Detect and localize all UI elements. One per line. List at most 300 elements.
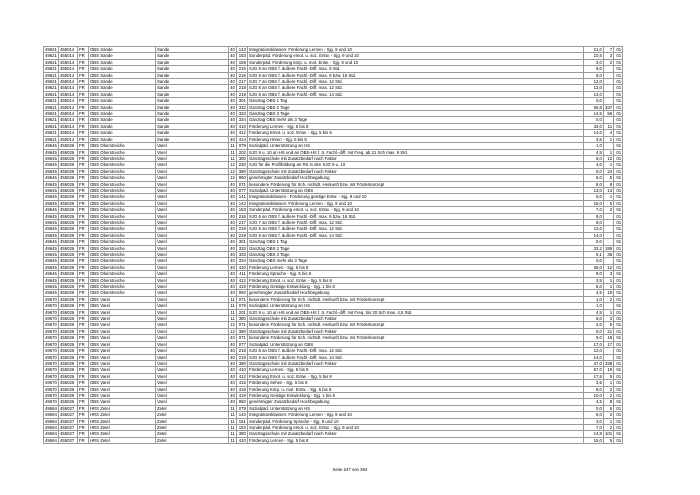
table-cell: 455027 [58, 418, 77, 424]
table-cell: 01 [614, 168, 623, 174]
table-cell: 40 [230, 360, 235, 366]
table-cell: 21,0 [583, 47, 603, 53]
table-cell: 455026 [58, 258, 77, 264]
table-cell: 11 [228, 155, 236, 161]
table-cell: OBS Oberstreiche [88, 264, 155, 270]
table-cell: 5,0 [583, 328, 603, 334]
table-cell: 455014 [58, 59, 77, 65]
table-cell: 455026 [58, 373, 77, 379]
table-cell: 455014 [58, 98, 77, 104]
table-cell: 01 [614, 354, 623, 360]
table-cell: Varel [155, 232, 228, 238]
table-cell: 40 [230, 380, 235, 386]
table-cell: 11 [228, 418, 236, 424]
table-cell: FR [77, 322, 88, 328]
table-cell: Varel [155, 392, 228, 398]
table-cell: 455026 [58, 168, 77, 174]
table-cell: 337 [604, 104, 613, 110]
table-cell: Varel [155, 245, 228, 251]
table-cell: SJG 9 an OBS f. äußere Fachl.-Diff. max. 14 Std. [247, 91, 583, 97]
table-cell: SJG 9 u. 10 an HS und an OBS-HS f. ä. Fachl.-diff. mit Freq. ab 21 Sch max. 9 Std. [247, 149, 583, 155]
table-cell: 13,0 [583, 187, 603, 193]
table-cell: 12 [230, 175, 235, 181]
table-cell: OBS Sande [88, 130, 155, 136]
table-cell: Ganztagsschule mit Zusatzbedarf nach Faktor [247, 155, 583, 161]
table-cell: Varel [155, 316, 228, 322]
table-cell: OBS Oberstreiche [88, 232, 155, 238]
table-cell: 12,0 [583, 79, 603, 85]
table-cell: 1 [603, 380, 613, 386]
table-cell: FR [77, 431, 88, 437]
table-cell: 49645 [45, 181, 57, 187]
table-cell: 14,0 [583, 91, 603, 97]
table-cell: 1 [603, 284, 613, 290]
table-cell: OBS Oberstreiche [88, 226, 155, 232]
table-cell: 49621 [45, 98, 57, 104]
table-cell: Integrationsklassen: Förderung Lernen - Sjg. 9 und 10 [247, 412, 583, 418]
table-cell: 455026 [58, 143, 77, 149]
table-cell: 159 [236, 59, 247, 65]
table-cell: Varel [155, 149, 228, 155]
table-cell: 49645 [45, 155, 57, 161]
table-cell: FR [77, 226, 88, 232]
table-cell: 301 [236, 98, 247, 104]
table-cell: 455026 [58, 284, 77, 290]
table-cell: 4,0 [583, 162, 603, 168]
table-cell: Förderung Sprache - Sjg. 5 bis 8 [247, 271, 583, 277]
table-cell: Varel [155, 200, 228, 206]
table-cell: FR [77, 123, 88, 129]
table-cell: 49645 [45, 219, 57, 225]
table-cell: 455026 [58, 277, 77, 283]
table-cell: besondere Förderung für Sch. nichtdt. Herkunft bzw. mit Förderkonzept [247, 322, 583, 328]
table-cell: Sande [155, 59, 228, 65]
table-cell: 49621 [45, 136, 57, 142]
table-cell: 455026 [58, 175, 77, 181]
table-cell: Sande [155, 98, 228, 104]
table-cell: OBS Oberstreiche [88, 187, 155, 193]
table-cell: Sande [155, 130, 228, 136]
table-cell: FR [77, 59, 88, 65]
table-cell: OBS Oberstreiche [88, 290, 155, 296]
table-cell: 40 [230, 130, 235, 136]
table-cell: OBS Oberstreiche [88, 245, 155, 251]
table-cell: 40 [230, 104, 235, 110]
table-cell: 01 [614, 252, 623, 258]
table-cell: 419 [236, 284, 247, 290]
table-cell: 414 [236, 136, 247, 142]
table-cell: 3 [603, 271, 613, 277]
table-cell: 01 [614, 290, 623, 296]
table-cell: 49670 [45, 373, 57, 379]
table-cell: 01 [614, 200, 623, 206]
table-cell: 40 [230, 219, 235, 225]
table-cell: 01 [614, 258, 623, 264]
table-cell: FR [77, 104, 88, 110]
table-cell: 49645 [45, 245, 57, 251]
table-cell: 1 [603, 418, 613, 424]
table-cell: OBS Oberstreiche [88, 258, 155, 264]
table-cell: FR [77, 136, 88, 142]
table-cell: Sozialpäd. Unterstützung an OBS [247, 187, 583, 193]
table-cell: 418 [236, 386, 247, 392]
table-cell: 40 [230, 252, 235, 257]
table-cell: Ganztag OBS mehr als 3 Tage [247, 117, 583, 123]
table-cell: 40 [230, 213, 235, 219]
table-cell: FR [77, 328, 88, 334]
table-cell: 49645 [45, 226, 57, 232]
table-cell: 40 [230, 79, 235, 85]
table-cell: 49645 [45, 200, 57, 206]
table-cell: Sande [155, 79, 228, 85]
table-cell: FR [77, 277, 88, 283]
table-cell: 218 [236, 348, 247, 354]
table-cell: 1,0 [583, 303, 603, 309]
table-cell: Varel [155, 219, 228, 225]
table-cell: Sonderpäd. Förderung körp. u. mot. Entw. - Sjg. 9 und 10 [247, 59, 583, 65]
table-cell: Ganztagsschule mit Zusatzbedarf nach Faktor [247, 431, 583, 437]
table-cell: OBS Oberstreiche [88, 239, 155, 245]
table-cell: 11 [228, 424, 236, 430]
table-cell: 416 [236, 380, 247, 386]
table-cell: OBS Sande [88, 91, 155, 97]
table-cell: 49645 [45, 143, 57, 149]
table-cell: 334 [236, 258, 247, 264]
table-cell: 01 [614, 155, 623, 161]
table-cell: 4,5 [583, 399, 603, 405]
table-cell: 11 [228, 149, 236, 155]
table-cell: 11 [228, 296, 236, 302]
table-cell: Förderung Emot. u. soz. Entw. - Sjg. 5 bis 8 [247, 373, 583, 379]
table-cell: OBS Varel [88, 348, 155, 354]
table-cell: 455026 [58, 271, 77, 277]
table-cell: 332 [236, 245, 247, 251]
table-cell: 12,0 [583, 226, 603, 232]
table-cell: 49645 [45, 232, 57, 238]
table-cell: 455014 [58, 130, 77, 136]
table-cell: 218 [236, 85, 247, 91]
table-cell: Zetel [155, 431, 228, 437]
table-cell: OBS Sande [88, 104, 155, 110]
table-cell: 01 [614, 431, 623, 437]
table-cell: 455026 [58, 303, 77, 309]
table-cell: 11 [228, 405, 236, 411]
table-cell: 01 [614, 226, 623, 232]
table-cell: 01 [614, 373, 623, 379]
table-cell: 40 [230, 386, 235, 392]
table-cell: SJG 9 an OBS f. äußere Fachl.-Diff. max. 14 Std. [247, 354, 583, 360]
table-cell: OBS Varel [88, 335, 155, 341]
table-cell: 455014 [58, 66, 77, 72]
table-cell: Varel [155, 252, 228, 258]
table-cell: 455014 [58, 53, 77, 59]
table-cell: Sande [155, 136, 228, 142]
table-cell: 49621 [45, 79, 57, 85]
table-cell: 40 [230, 91, 235, 97]
table-cell: OBS Oberstreiche [88, 168, 155, 174]
table-cell: 49621 [45, 53, 57, 59]
table-cell: OBS Oberstreiche [88, 200, 155, 206]
table-cell: Varel [155, 367, 228, 373]
table-cell: Sande [155, 85, 228, 91]
table-cell: 01 [614, 348, 623, 354]
table-cell: FR [77, 437, 88, 443]
table-cell: OBS Sande [88, 53, 155, 59]
table-cell: 2 [603, 392, 613, 398]
table-cell: 1 [603, 194, 613, 200]
table-body [44, 47, 623, 444]
table-cell: 301 [236, 239, 247, 245]
table-cell: 01 [614, 303, 623, 309]
table-cell: 49670 [45, 322, 57, 328]
table-cell: 17 [603, 341, 613, 347]
table-cell: Ganztag OBS 1 Tag [247, 98, 583, 104]
table-cell: Varel [155, 226, 228, 232]
table-cell: 380 [236, 360, 247, 366]
table-cell: genehmigter Zusatzbedarf Hochbegabung [247, 175, 583, 181]
table-cell: OBS Oberstreiche [88, 219, 155, 225]
table-cell: 5,0 [583, 284, 603, 290]
table-cell: 5 [603, 200, 613, 206]
table-cell: HRS Zetel [88, 412, 155, 418]
table-cell: 455014 [58, 117, 77, 123]
table-cell: 153 [236, 424, 247, 430]
table-cell: Sande [155, 111, 228, 117]
table-cell: besondere Förderung für Sch. nichtdt. Herkunft bzw. mit Förderkonzept [247, 181, 583, 187]
table-cell: 143 [236, 47, 247, 53]
table-cell: OBS Oberstreiche [88, 271, 155, 277]
table-cell: 455014 [58, 111, 77, 117]
table-cell: 455026 [58, 335, 77, 341]
table-cell: FR [77, 360, 88, 366]
table-cell: 380 [236, 431, 247, 437]
table-cell: Varel [155, 335, 228, 341]
table-cell: 47,0 [583, 360, 603, 366]
table-cell: 40 [230, 181, 235, 187]
table-cell: FR [77, 296, 88, 302]
table-cell: 01 [614, 316, 623, 322]
table-cell: 14,0 [583, 354, 603, 360]
table-cell: 49645 [45, 207, 57, 213]
table-cell: 40 [230, 277, 235, 283]
table-cell: 7,0 [583, 424, 603, 430]
table-cell: Varel [155, 143, 228, 149]
table-cell: SJG 8 an OBS f. äußere Fachl.-Diff. max. 12 Std. [247, 226, 583, 232]
table-cell: 455026 [58, 207, 77, 213]
table-cell: 455026 [58, 341, 77, 347]
table-cell: 40 [230, 136, 235, 142]
table-cell: 4,5 [583, 309, 603, 315]
table-cell: 01 [614, 405, 623, 411]
table-cell: FR [77, 245, 88, 251]
table-cell: Sande [155, 53, 228, 59]
table-cell: 4,5 [583, 149, 603, 155]
table-cell: 14,0 [583, 130, 603, 136]
table-cell: FR [77, 130, 88, 136]
table-cell: 101 [604, 431, 613, 437]
table-cell: FR [77, 392, 88, 398]
table-cell: 40 [230, 66, 235, 72]
table-cell: 153 [236, 53, 247, 59]
table-cell: 01 [614, 72, 623, 78]
table-cell: OBS Sande [88, 59, 155, 65]
table-cell: SJG 9 an OBS f. äußere Fachl.-Diff. max. 9 bzw. 16 Std. [247, 72, 583, 78]
table-cell: 219 [236, 354, 247, 360]
table-cell: 40 [230, 399, 235, 405]
table-cell: 071 [236, 181, 247, 187]
table-cell: 49670 [45, 348, 57, 354]
table-cell: 455026 [58, 399, 77, 405]
table-cell: 40 [230, 271, 235, 277]
table-cell: 410 [236, 367, 247, 373]
table-cell: besondere Förderung für Sch. nichtdt. Herkunft bzw. mit Förderkonzept [247, 335, 583, 341]
table-cell: 380 [236, 328, 247, 334]
table-cell: Varel [155, 373, 228, 379]
table-cell: FR [77, 424, 88, 430]
table-cell: OBS Varel [88, 373, 155, 379]
table-cell: SJG 9 u. 10 an HS und an OBS-HS f. ä. Fachl.-diff. mit Freq. bis 20 Sch max. 4,5 Std. [247, 309, 583, 315]
table-cell: 455014 [58, 136, 77, 142]
table-cell: Förderung Emot. u. soz. Entw. - Sjg. 5 bis 8 [247, 130, 583, 136]
table-cell: 01 [614, 219, 623, 225]
table-cell: 49670 [45, 328, 57, 334]
table-cell: 380 [236, 316, 247, 322]
table-cell: 49670 [45, 296, 57, 302]
table-cell: Sonderpäd. Förderung emot. u. soz. Entw. - Sjg. 9 und 10 [247, 53, 583, 59]
table-cell: HRS Zetel [88, 424, 155, 430]
table-cell: 11 [228, 437, 236, 443]
table-cell: 40 [230, 207, 235, 213]
table-cell: FR [77, 187, 88, 193]
table-cell: 01 [614, 104, 623, 110]
table-cell: Varel [155, 399, 228, 405]
table-cell: Förderung Geistige Entwicklung - Sjg. 1 bis 8 [247, 284, 583, 290]
table-cell: 49645 [45, 187, 57, 193]
table-cell: 455026 [58, 309, 77, 315]
table-cell: 11 [228, 316, 236, 322]
table-cell: 49621 [45, 123, 57, 129]
table-cell: 151 [236, 418, 247, 424]
table-cell: 230 [236, 162, 247, 168]
table-cell: Ganztag OBS 3 Tage [247, 252, 583, 258]
table-cell: HRS Zetel [88, 431, 155, 437]
table-cell: 49621 [45, 130, 57, 136]
table-cell: Sonderpäd. Förderung Sprache - Sjg. 9 und 10 [247, 418, 583, 424]
table-cell: 01 [614, 277, 623, 283]
table-cell: FR [77, 66, 88, 72]
table-cell: 3,0 [583, 59, 603, 65]
table-cell: OBS Varel [88, 328, 155, 334]
table-cell: 153 [236, 207, 247, 213]
table-cell: FR [77, 290, 88, 296]
table-cell: 195 [604, 245, 613, 251]
table-cell: 12 [603, 155, 613, 161]
table-cell: FR [77, 143, 88, 149]
table-cell: 219 [236, 232, 247, 238]
table-cell: 11 [228, 143, 236, 149]
table-cell: Varel [155, 290, 228, 296]
table-cell: FR [77, 239, 88, 245]
table-cell: OBS Oberstreiche [88, 175, 155, 181]
table-cell: FR [77, 47, 88, 53]
table-cell: 01 [614, 386, 623, 392]
table-cell: 217 [236, 79, 247, 85]
table-cell: FR [77, 309, 88, 315]
table-cell: 10,0 [583, 392, 603, 398]
table-cell: 11 [603, 123, 613, 129]
table-cell: 8,0 [583, 219, 603, 225]
table-cell: Förderung Sehen - Sjg. 5 bis 8 [247, 380, 583, 386]
table-cell: Varel [155, 386, 228, 392]
table-cell: FR [77, 213, 88, 219]
table-cell: 0,0 [583, 117, 603, 123]
table-cell: 455026 [58, 200, 77, 206]
table-cell: 01 [614, 175, 623, 181]
table-cell: 8,0 [583, 72, 603, 78]
table-cell: 071 [236, 322, 247, 328]
table-cell: FR [77, 117, 88, 123]
table-cell: Ganztag OBS 2 Tage [247, 245, 583, 251]
table-cell: OBS Oberstreiche [88, 252, 155, 258]
table-cell: 455014 [58, 104, 77, 110]
table-cell: 2 [603, 412, 613, 418]
table-cell: Zetel [155, 412, 228, 418]
table-cell: OBS Varel [88, 380, 155, 386]
table-cell: 13 [603, 187, 613, 193]
table-cell: 14,6 [583, 111, 603, 117]
table-cell: 49621 [45, 104, 57, 110]
table-cell: 36,0 [583, 264, 603, 270]
table-cell: Sozialpäd. Unterstützung an HS [247, 143, 583, 149]
table-cell: 01 [614, 412, 623, 418]
table-cell: 57,0 [583, 367, 603, 373]
table-cell: 01 [614, 123, 623, 129]
table-cell: FR [77, 354, 88, 360]
table-cell: 01 [614, 322, 623, 328]
table-cell: 14,8 [583, 431, 603, 437]
table-cell: Förderung Hören - Sjg. 5 bis 8 [247, 136, 583, 142]
table-cell: 49670 [45, 316, 57, 322]
table-cell: 49670 [45, 380, 57, 386]
table-cell: 12 [230, 322, 235, 328]
table-cell: 01 [614, 98, 623, 104]
table-cell: 8 [603, 181, 613, 187]
table-cell: Förderung Lernen - Sjg. 5 bis 8 [247, 367, 583, 373]
table-cell: 56,8 [583, 104, 603, 110]
table-cell: Zetel [155, 437, 228, 443]
table-cell: 12 [603, 264, 613, 270]
table-cell: OBS Varel [88, 296, 155, 302]
data-table [43, 46, 623, 444]
table-cell: 071 [236, 335, 247, 341]
table-cell: Förderung Geistige Entwicklung - Sjg. 1 bis 8 [247, 392, 583, 398]
table-cell: 01 [614, 271, 623, 277]
table-cell: 49670 [45, 309, 57, 315]
table-cell: FR [77, 271, 88, 277]
table-cell: OBS Sande [88, 117, 155, 123]
table-cell: 01 [614, 117, 623, 123]
table-cell: Ganztagsschule mit Zusatzbedarf nach Faktor [247, 316, 583, 322]
table-cell: 455026 [58, 290, 77, 296]
table-cell: 40 [230, 117, 235, 123]
table-cell: 40 [230, 354, 235, 360]
table-cell: 201 [236, 309, 247, 315]
table-cell: 17,0 [583, 341, 603, 347]
table-cell: 01 [614, 130, 623, 136]
table-cell: 2 [603, 386, 613, 392]
table-cell: 36 [603, 252, 613, 258]
table-cell: 49645 [45, 252, 57, 257]
